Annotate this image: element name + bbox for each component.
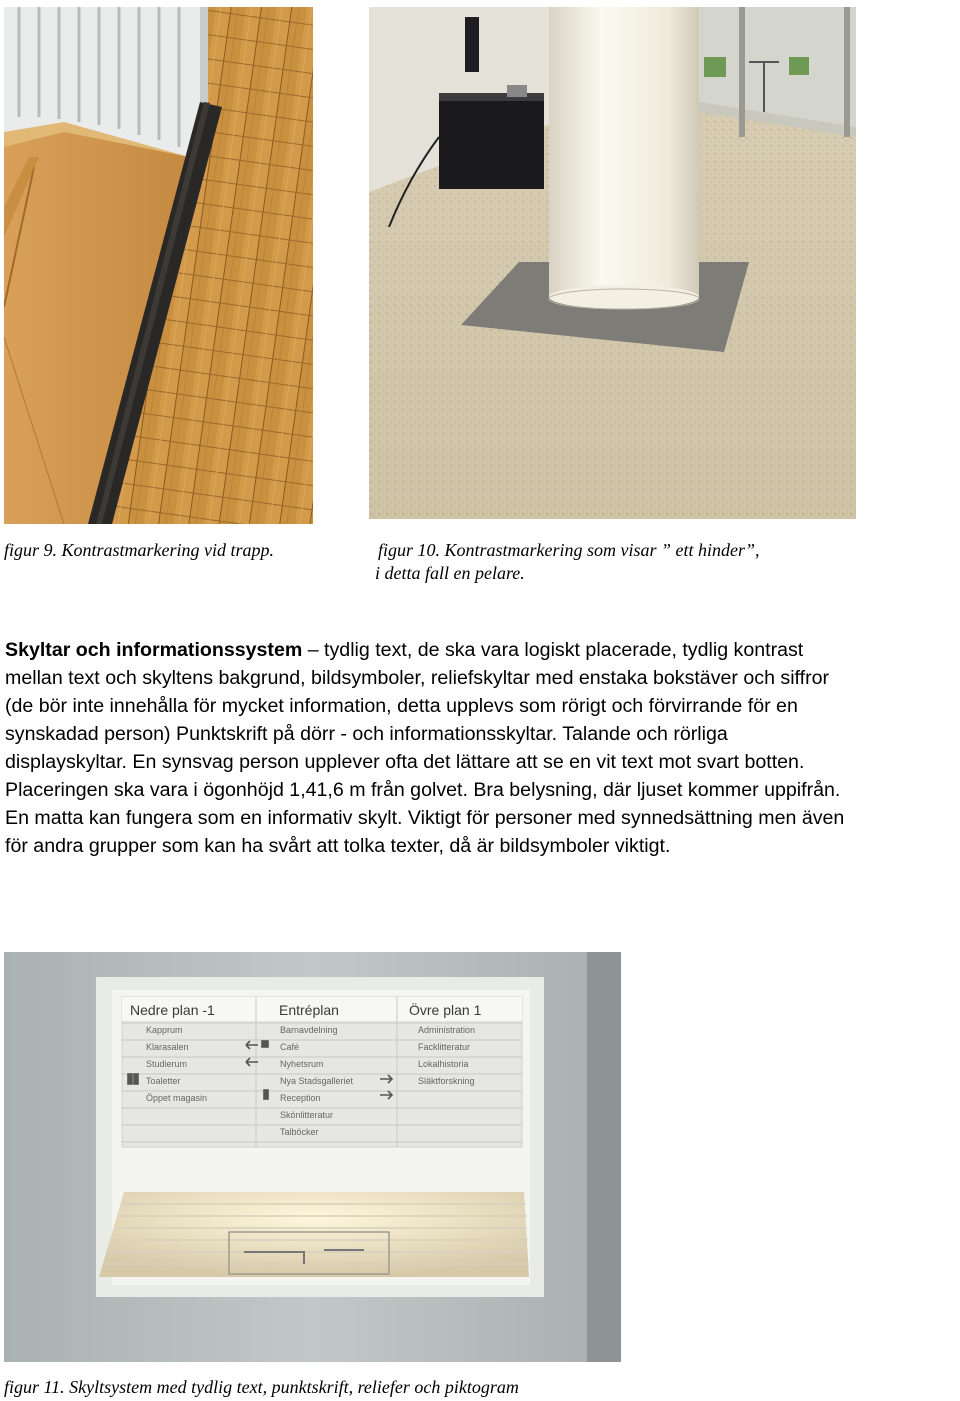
sign-column-title-lower: Nedre plan -1 — [130, 1002, 215, 1018]
sign-item: Skönlitteratur — [280, 1110, 334, 1120]
paragraph-line-7: En matta kan fungera som en informativ skylt. Viktigt för personer med synnedsättning men även — [5, 807, 845, 829]
sign-item: Studierum — [146, 1059, 188, 1069]
figure-9-photo — [4, 7, 313, 524]
figure-11-caption: figur 11. Skyltsystem med tydlig text, punktskrift, reliefer och piktogram — [4, 1377, 519, 1397]
paragraph-line-3: (de bör inte innehålla för mycket information, detta upplevs som rörigt och förvirrande för en — [5, 695, 798, 717]
paragraph-line-6: Placeringen ska vara i ögonhöjd 1,41,6 m från golvet. Bra belysning, där ljuset kommer uppifrån. — [5, 779, 841, 801]
paragraph-line-4: synskadad person) Punktskrift på dörr - och informationsskyltar. Talande och rörliga — [5, 723, 728, 745]
sign-column-title-upper: Övre plan 1 — [409, 1002, 482, 1018]
paragraph-line-5: displayskyltar. En synsvag person upplever ofta det lättare att se en vit text mot svart botten. — [5, 751, 805, 773]
sign-item: Café — [280, 1042, 300, 1052]
section-heading: Skyltar och informationssystem — [5, 639, 303, 661]
sign-item: Nya Stadsgalleriet — [280, 1076, 354, 1086]
sign-item: Talböcker — [280, 1127, 319, 1137]
sign-item: Öppet magasin — [146, 1093, 208, 1103]
sign-item: Facklitteratur — [418, 1042, 471, 1052]
sign-item: Reception — [280, 1093, 321, 1103]
body-paragraph — [5, 636, 955, 860]
figure-10-caption-line-1: figur 10. Kontrastmarkering som visar ” ett hinder”, — [378, 540, 760, 560]
figure-10-photo — [369, 7, 856, 519]
figure-10-caption-line-2: i detta fall en pelare. — [375, 563, 525, 583]
sign-item: Klarasalen — [146, 1042, 189, 1052]
figure-11-photo — [4, 952, 621, 1362]
paragraph-line-8: för andra grupper som kan ha svårt att tolka texter, då är bildsymboler viktigt. — [5, 835, 671, 857]
sign-item: Administration — [418, 1025, 476, 1035]
sign-item: Nyhetsrum — [280, 1059, 324, 1069]
sign-item: Lokalhistoria — [418, 1059, 469, 1069]
sign-item: Toaletter — [146, 1076, 181, 1086]
sign-item: Släktforskning — [418, 1076, 475, 1086]
paragraph-line-1 — [5, 636, 955, 664]
paragraph-line-2: mellan text och skyltens bakgrund, bildsymboler, reliefskyltar med enstaka bokstäver och siffror — [5, 667, 830, 689]
sign-item: Kapprum — [146, 1025, 183, 1035]
sign-column-title-entrance: Entréplan — [279, 1002, 339, 1018]
paragraph-text: – tydlig text, de ska vara logiskt placerade, tydlig kontrast — [302, 639, 804, 661]
figure-9-caption: figur 9. Kontrastmarkering vid trapp. — [4, 540, 275, 560]
sign-item: Barnavdelning — [280, 1025, 338, 1035]
